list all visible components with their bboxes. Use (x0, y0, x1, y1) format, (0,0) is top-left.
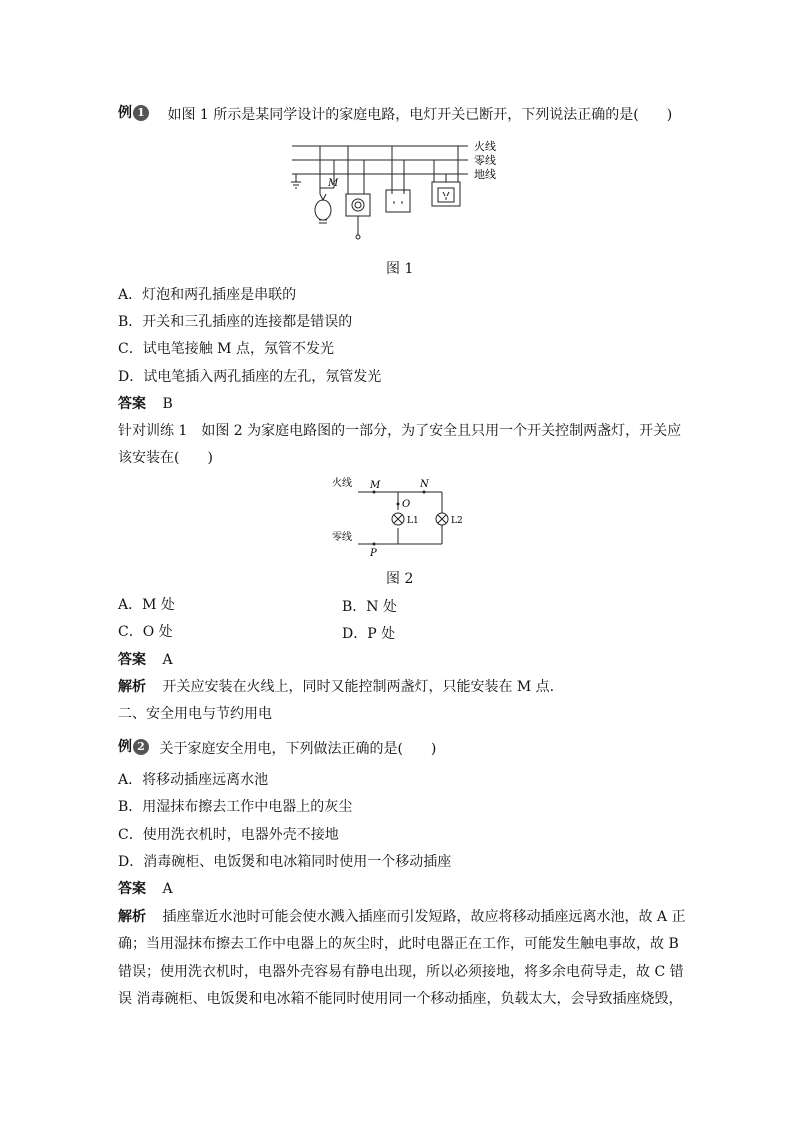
ex2-option-b: B．用湿抹布擦去工作中电器上的灰尘 (118, 799, 353, 815)
answer-value: B (162, 396, 173, 412)
ex1-option-d: D．试电笔插入两孔插座的左孔，氖管发光 (118, 369, 382, 385)
fig2-point-m: M (370, 480, 381, 491)
example-1-header (118, 106, 672, 124)
fig2-point-n: N (420, 479, 429, 490)
fig2-point-p: P (370, 548, 377, 559)
example-2-question: 关于家庭安全用电，下列做法正确的是( ) (159, 741, 437, 757)
example-2-header (118, 740, 436, 758)
ex2-answer (118, 880, 173, 898)
ex1-answer (118, 395, 173, 413)
fig2-live-label: 火线 (332, 478, 352, 489)
ex1-option-c: C．试电笔接触 M 点，氖管不发光 (118, 341, 334, 357)
figure-1-caption: 图 1 (386, 261, 414, 277)
ex2-analysis-line-2: 确；当用湿抹布擦去工作中电器上的灰尘时，此时电器正在工作，可能发生触电事故，故 B (118, 936, 679, 952)
analysis-text: 插座靠近水池时可能会使水溅入插座而引发短路，故应将移动插座远离水池，故 A 正 (162, 909, 686, 925)
figure-2-caption: 图 2 (386, 571, 414, 587)
example-1-question: 如图 1 所示是某同学设计的家庭电路，电灯开关已断开，下列说法正确的是( ) (167, 107, 673, 123)
fig2-l2-label: L2 (451, 516, 463, 526)
ex2-option-d: D．消毒碗柜、电饭煲和电冰箱同时使用一个移动插座 (118, 854, 452, 870)
answer-value: A (162, 652, 173, 668)
figure-2-circuit (330, 476, 480, 562)
figure-1-circuit (286, 138, 506, 244)
answer-label: 答案 (118, 652, 146, 668)
section-2-heading: 二、安全用电与节约用电 (118, 706, 272, 722)
train1-option-a: A．M 处 (118, 597, 175, 613)
ex2-option-c: C．使用洗衣机时，电器外壳不接地 (118, 827, 339, 843)
train1-analysis (118, 678, 554, 696)
analysis-label: 解析 (118, 909, 146, 925)
example-badge: 例 1 (118, 104, 149, 122)
train1-option-d: D．P 处 (342, 626, 396, 642)
ex2-analysis-line-3: 错误；使用洗衣机时，电器外壳容易有静电出现，所以必须接地，将多余电荷导走，故 C 错 (118, 964, 684, 980)
fig2-point-o: O (402, 499, 411, 510)
fig2-neutral-label: 零线 (332, 532, 352, 543)
answer-label: 答案 (118, 881, 146, 897)
example-badge: 例 2 (118, 738, 149, 756)
ex2-analysis-line-1 (118, 908, 685, 926)
fig2-l1-label: L1 (407, 516, 419, 526)
analysis-label: 解析 (118, 679, 146, 695)
analysis-text: 开关应安装在火线上，同时又能控制两盏灯，只能安装在 M 点. (162, 679, 555, 695)
answer-label: 答案 (118, 396, 146, 412)
example-number-icon: 1 (133, 105, 149, 121)
point-m-label: M (328, 178, 339, 189)
neutral-wire-label: 零线 (474, 154, 496, 167)
train1-option-b: B．N 处 (342, 599, 397, 615)
example-number-icon: 2 (133, 739, 149, 755)
ex2-analysis-line-4: 误 消毒碗柜、电饭煲和电冰箱不能同时使用同一个移动插座，负载太大，会导致插座烧毁， (118, 991, 683, 1007)
ex1-option-b: B．开关和三孔插座的连接都是错误的 (118, 314, 353, 330)
ex2-option-a: A．将移动插座远离水池 (118, 772, 269, 788)
training-1-line-1: 针对训练 1 如图 2 为家庭电路图的一部分，为了安全且只用一个开关控制两盏灯，开关应 (118, 423, 682, 439)
training-1-line-2: 该安装在( ) (118, 450, 213, 466)
answer-value: A (162, 881, 173, 897)
ex1-option-a: A．灯泡和两孔插座是串联的 (118, 287, 297, 303)
train1-answer (118, 651, 173, 669)
train1-option-c: C．O 处 (118, 624, 173, 640)
live-wire-label: 火线 (474, 140, 496, 153)
ground-wire-label: 地线 (474, 168, 496, 181)
